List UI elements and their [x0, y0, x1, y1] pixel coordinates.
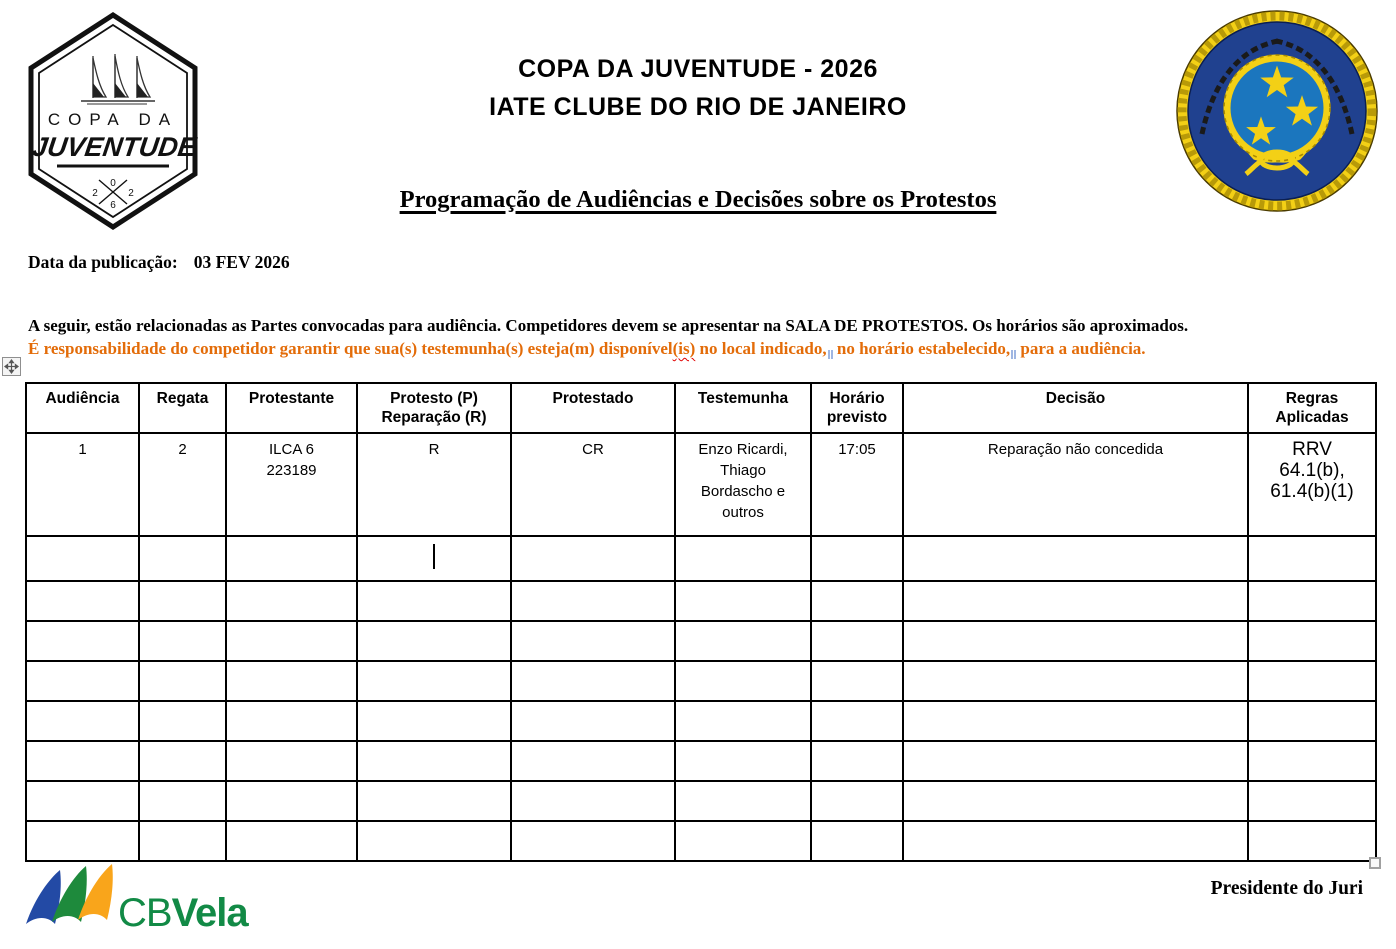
publication-line	[28, 252, 290, 273]
table-cell[interactable]	[139, 581, 226, 621]
table-cell[interactable]	[226, 781, 357, 821]
cell-protesto-reparacao[interactable]: R	[357, 433, 511, 536]
table-cell[interactable]	[511, 781, 675, 821]
table-row	[26, 536, 1376, 581]
table-cell[interactable]	[226, 741, 357, 781]
column-header-protestado[interactable]: Protestado	[511, 383, 675, 433]
table-cell[interactable]	[26, 621, 139, 661]
table-cell[interactable]	[226, 661, 357, 701]
table-cell[interactable]	[1248, 581, 1376, 621]
cell-regras-aplicadas[interactable]: RRV 64.1(b), 61.4(b)(1)	[1248, 433, 1376, 536]
table-cell[interactable]	[511, 661, 675, 701]
table-row	[26, 581, 1376, 621]
table-cell[interactable]	[1248, 661, 1376, 701]
table-cell[interactable]	[357, 661, 511, 701]
table-cell[interactable]	[675, 821, 811, 861]
table-cell[interactable]	[26, 821, 139, 861]
table-cell[interactable]	[1248, 701, 1376, 741]
table-cell[interactable]	[811, 741, 903, 781]
move-arrows-icon	[5, 360, 18, 373]
table-cell[interactable]	[903, 701, 1248, 741]
table-row	[26, 821, 1376, 861]
table-cell[interactable]	[357, 581, 511, 621]
table-cell[interactable]	[811, 821, 903, 861]
misspelled-word: (is)	[672, 339, 696, 358]
table-cell[interactable]	[357, 821, 511, 861]
column-header-decisao[interactable]: Decisão	[903, 383, 1248, 433]
table-cell[interactable]	[226, 701, 357, 741]
table-body	[26, 433, 1376, 861]
text-caret	[433, 544, 435, 569]
svg-text:CBVela	[118, 891, 249, 935]
proofing-mark-icon	[1011, 350, 1016, 359]
cell-regata[interactable]: 2	[139, 433, 226, 536]
event-title-line2: IATE CLUBE DO RIO DE JANEIRO	[489, 93, 907, 121]
column-header-protesto-reparacao[interactable]: Protesto (P) Reparação (R)	[357, 383, 511, 433]
proofing-mark-icon	[828, 350, 833, 359]
table-cell[interactable]	[1248, 741, 1376, 781]
column-header-horario-previsto[interactable]: Horário previsto	[811, 383, 903, 433]
svg-text:6: 6	[110, 200, 116, 211]
table-cell[interactable]	[675, 661, 811, 701]
table-cell[interactable]	[903, 581, 1248, 621]
table-move-handle[interactable]	[2, 357, 21, 376]
table-cell[interactable]	[811, 661, 903, 701]
table-cell[interactable]	[357, 741, 511, 781]
svg-text:2: 2	[128, 188, 134, 199]
table-row	[26, 741, 1376, 781]
table-cell[interactable]	[357, 701, 511, 741]
table-cell[interactable]	[26, 661, 139, 701]
table-row	[26, 433, 1376, 536]
cell-decisao[interactable]: Reparação não concedida	[903, 433, 1248, 536]
column-header-regras-aplicadas[interactable]: Regras Aplicadas	[1248, 383, 1376, 433]
table-cell[interactable]	[139, 661, 226, 701]
publication-date-value: 03 FEV 2026	[193, 252, 290, 272]
table-cell[interactable]	[675, 536, 811, 581]
svg-text:2: 2	[92, 188, 98, 199]
table-cell[interactable]	[139, 701, 226, 741]
table-cell[interactable]	[1248, 621, 1376, 661]
logo-juventude-text: JUVENTUDE	[30, 131, 199, 162]
table-cell[interactable]	[26, 581, 139, 621]
column-header-protestante[interactable]: Protestante	[226, 383, 357, 433]
notice-paragraph	[28, 314, 1188, 360]
cell-audiencia[interactable]: 1	[26, 433, 139, 536]
table-cell[interactable]	[903, 781, 1248, 821]
table-cell[interactable]	[1248, 781, 1376, 821]
table-cell[interactable]	[675, 741, 811, 781]
column-header-audiencia[interactable]: Audiência	[26, 383, 139, 433]
table-cell[interactable]	[226, 581, 357, 621]
table-cell[interactable]	[26, 781, 139, 821]
cell-protestado[interactable]: CR	[511, 433, 675, 536]
table-cell[interactable]	[1248, 821, 1376, 861]
table-cell[interactable]	[357, 536, 511, 581]
table-cell[interactable]	[226, 621, 357, 661]
table-cell[interactable]	[511, 821, 675, 861]
table-cell[interactable]	[26, 701, 139, 741]
cbvela-sails-icon	[26, 864, 113, 924]
table-cell[interactable]	[139, 781, 226, 821]
table-cell[interactable]	[811, 536, 903, 581]
table-cell[interactable]	[903, 621, 1248, 661]
table-row	[26, 661, 1376, 701]
publication-date-label: Data da publicação:	[28, 252, 178, 272]
table-cell[interactable]	[139, 821, 226, 861]
cell-protestante[interactable]: ILCA 6 223189	[226, 433, 357, 536]
table-cell[interactable]	[357, 621, 511, 661]
table-cell[interactable]	[357, 781, 511, 821]
table-cell[interactable]	[811, 781, 903, 821]
page-title: Programação de Audiências e Decisões sobre os Protestos	[399, 186, 997, 213]
table-cell[interactable]	[139, 536, 226, 581]
logo-copa-da-text: COPA DA	[47, 110, 179, 129]
signature-title: Presidente do Juri	[1210, 878, 1363, 899]
table-cell[interactable]	[811, 701, 903, 741]
table-cell[interactable]	[139, 621, 226, 661]
table-cell[interactable]	[226, 536, 357, 581]
table-resize-handle[interactable]	[1369, 857, 1381, 869]
table-cell[interactable]	[511, 581, 675, 621]
table-cell[interactable]	[26, 741, 139, 781]
notice-line1: A seguir, estão relacionadas as Partes convocadas para audiência. Competidores devem se apresentar na SALA DE PROTESTOS. Os horários são aproximados.	[28, 316, 1189, 335]
cell-testemunha[interactable]: Enzo Ricardi, Thiago Bordascho e outros	[675, 433, 811, 536]
table-row	[26, 701, 1376, 741]
table-cell[interactable]	[675, 781, 811, 821]
table-cell[interactable]	[675, 621, 811, 661]
table-cell[interactable]	[511, 741, 675, 781]
table-cell[interactable]	[139, 741, 226, 781]
table-cell[interactable]	[1248, 536, 1376, 581]
table-cell[interactable]	[903, 661, 1248, 701]
table-cell[interactable]	[675, 701, 811, 741]
table-cell[interactable]	[903, 741, 1248, 781]
cbvela-logo-icon	[24, 864, 248, 944]
table-cell[interactable]	[811, 621, 903, 661]
protest-table	[25, 382, 1377, 862]
cbvela-logo	[24, 864, 248, 949]
notice-line2: É responsabilidade do competidor garantir que sua(s) testemunha(s) esteja(m) disponível(is) no local indicado, no horário estabelecido, para a audiência.	[28, 339, 1146, 358]
svg-text:0: 0	[110, 178, 116, 189]
table-cell[interactable]	[675, 581, 811, 621]
cell-horario-previsto[interactable]: 17:05	[811, 433, 903, 536]
table-cell[interactable]	[511, 701, 675, 741]
event-title-line1: COPA DA JUVENTUDE - 2026	[518, 55, 878, 83]
table-cell[interactable]	[903, 536, 1248, 581]
cbvela-vela-text: Vela	[171, 891, 248, 935]
column-header-regata[interactable]: Regata	[139, 383, 226, 433]
table-cell[interactable]	[226, 821, 357, 861]
column-header-testemunha[interactable]: Testemunha	[675, 383, 811, 433]
event-heading	[0, 50, 1396, 126]
cbvela-cb-text: CB	[118, 891, 172, 935]
table-cell[interactable]	[511, 621, 675, 661]
table-row	[26, 781, 1376, 821]
table-cell[interactable]	[811, 581, 903, 621]
table-cell[interactable]	[511, 536, 675, 581]
table-row	[26, 621, 1376, 661]
table-cell[interactable]	[903, 821, 1248, 861]
table-header-row	[26, 383, 1376, 433]
table-cell[interactable]	[26, 536, 139, 581]
